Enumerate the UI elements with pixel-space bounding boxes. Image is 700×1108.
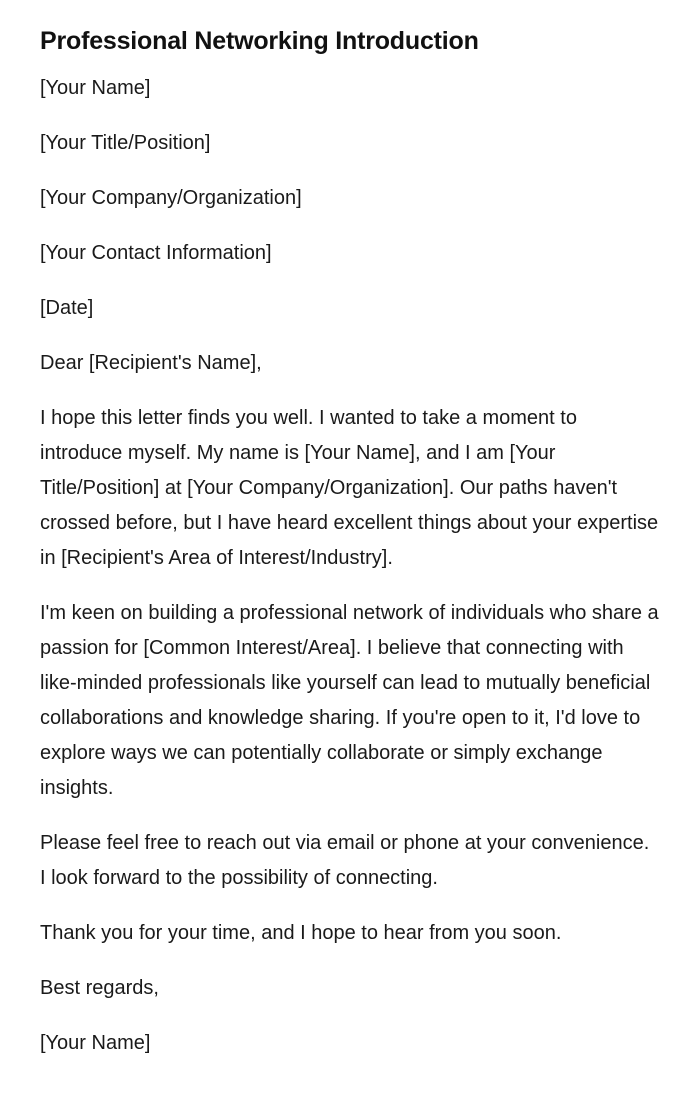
closing: Best regards, bbox=[40, 977, 159, 999]
sender-title: [Your Title/Position] bbox=[40, 132, 211, 154]
sender-company: [Your Company/Organization] bbox=[40, 187, 302, 209]
salutation: Dear [Recipient's Name], bbox=[40, 352, 262, 374]
body-paragraph-contact: Please feel free to reach out via email or phone at your convenience. I look forward to the possibility of connecting. bbox=[40, 832, 650, 889]
signature: [Your Name] bbox=[40, 1032, 151, 1054]
body-paragraph-intro: I hope this letter finds you well. I wanted to take a moment to introduce myself. My name is [Your Name], and I am [Your Title/Position] at [Your Company/Organization]. Our paths haven't crossed before, but I have heard excellent things about your expertise in [Recipient's Area of Interest/Industry]. bbox=[40, 407, 659, 569]
body-paragraph-network: I'm keen on building a professional network of individuals who share a passion for [Common Interest/Area]. I believe that connecting with like-minded professionals like yourself can lead to mutually beneficial collaborations and knowledge sharing. If you're open to it, I'd love to explore ways we can potentially collaborate or simply exchange insights. bbox=[40, 602, 659, 799]
document-title: Professional Networking Introduction bbox=[40, 27, 479, 55]
sender-contact: [Your Contact Information] bbox=[40, 242, 272, 264]
body-paragraph-thanks: Thank you for your time, and I hope to hear from you soon. bbox=[40, 922, 562, 944]
sender-name: [Your Name] bbox=[40, 77, 151, 99]
letter-date: [Date] bbox=[40, 297, 94, 319]
